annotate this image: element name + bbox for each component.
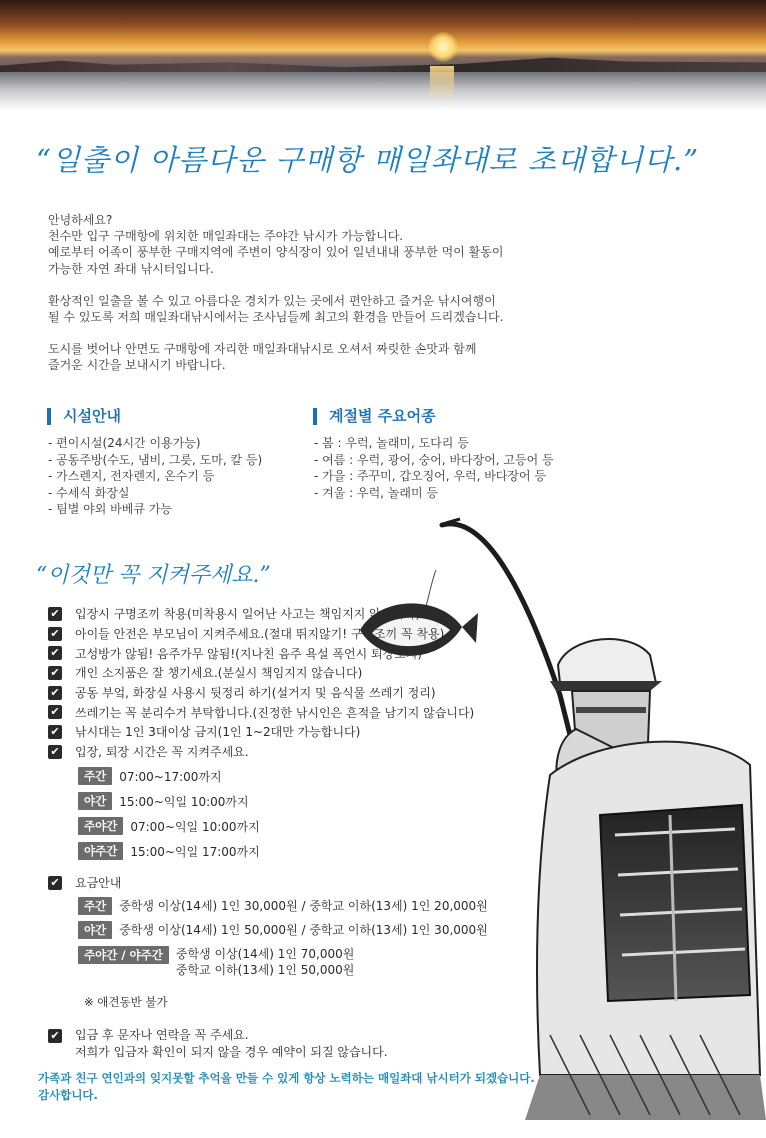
seasonal-item: - 겨울 : 우럭, 놀래미 등 bbox=[314, 485, 438, 500]
rule-item: ✔ 쓰레기는 꼭 분리수거 부탁합니다.(진정한 낚시인은 흔적을 남기지 않습니다) bbox=[48, 702, 568, 722]
schedule-row: 주야간 07:00~익일 10:00까지 bbox=[78, 817, 260, 835]
fee-title-row bbox=[48, 873, 121, 893]
fee-row: 주야간 / 야주간 중학생 이상(14세) 1인 70,000원 중학교 이하(13세) 1인 50,000원 bbox=[78, 946, 354, 978]
fee-tag: 주간 bbox=[78, 897, 112, 915]
intro-paragraph-1: 안녕하세요? 천수만 입구 구매항에 위치한 매일좌대는 주야간 낚시가 가능합니다. 예로부터 어족이 풍부한 구매지역에 주변이 양식장이 있어 일년내내 풍부한 먹이 활동이 가능한 자연 좌대 낚시터입니다. bbox=[48, 213, 504, 276]
main-headline: “일출이 아름다운 구매항 매일좌대로 초대합니다.” bbox=[36, 143, 700, 177]
checkbox-icon: ✔ bbox=[48, 646, 62, 660]
seasonal-item: - 봄 : 우럭, 놀래미, 도다리 등 bbox=[314, 436, 469, 450]
fee-row: 야간 중학생 이상(14세) 1인 50,000원 / 중학교 이하(13세) 1인 30,000원 bbox=[78, 921, 488, 939]
hero-islands bbox=[0, 56, 766, 72]
seasonal-item: - 여름 : 우럭, 광어, 숭어, 바다장어, 고등어 등 bbox=[314, 452, 554, 467]
facilities-title: 시설안내 bbox=[47, 408, 121, 425]
pet-note: ※ 애견동반 불가 bbox=[84, 995, 168, 1009]
rule-item: ✔ 고성방가 않됨! 음주가무 않됨!(지나친 음주 욕설 폭언시 퇴장조치) bbox=[48, 643, 568, 663]
schedule-row: 야간 15:00~익일 10:00까지 bbox=[78, 792, 249, 810]
hero-sunset-image bbox=[0, 0, 766, 110]
intro-text bbox=[48, 212, 568, 390]
rule-item: ✔ 낚시대는 1인 3대이상 금지(1인 1~2대만 가능합니다) bbox=[48, 722, 568, 742]
schedule-tag: 야주간 bbox=[78, 842, 123, 860]
intro-paragraph-3: 도시를 벗어나 안면도 구매항에 자리한 매일좌대낚시로 오셔서 짜릿한 손맛과 함께 즐거운 시간을 보내시기 바랍니다. bbox=[48, 342, 477, 373]
hero-sun bbox=[428, 32, 458, 62]
deposit-rule: ✔ 입금 후 문자나 연락을 꼭 주세요. 저희가 입금자 확인이 되지 않을 경우 예약이 되질 않습니다. bbox=[48, 1027, 388, 1060]
fee-row: 주간 중학생 이상(14세) 1인 30,000원 / 중학교 이하(13세) 1인 20,000원 bbox=[78, 897, 488, 915]
facilities-list bbox=[48, 435, 262, 518]
rule-item: ✔ 입장, 퇴장 시간은 꼭 지켜주세요. bbox=[48, 742, 568, 762]
facility-item: - 팀별 야외 바베큐 가능 bbox=[48, 502, 172, 516]
checkbox-icon: ✔ bbox=[48, 725, 62, 739]
rule-item: ✔ 입장시 구명조끼 착용(미착용시 일어난 사고는 책임지지 않습니다) bbox=[48, 604, 568, 624]
rule-item: ✔ 개인 소지품은 잘 챙기세요.(분실시 책임지지 않습니다) bbox=[48, 663, 568, 683]
seasonal-fish-title: 계절별 주요어종 bbox=[313, 408, 436, 425]
closing-message: 가족과 친구 연인과의 잊지못할 추억을 만들 수 있게 항상 노력하는 매일좌대 낚시터가 되겠습니다. 감사합니다. bbox=[38, 1071, 535, 1102]
schedule-row: 야주간 15:00~익일 17:00까지 bbox=[78, 842, 260, 860]
facility-item: - 수세식 화장실 bbox=[48, 485, 130, 500]
fee-tag: 주야간 / 야주간 bbox=[78, 946, 169, 964]
intro-paragraph-2: 환상적인 일출을 볼 수 있고 아름다운 경치가 있는 곳에서 편안하고 즐거운 낚시여행이 될 수 있도록 저희 매일좌대낚시에서는 조사님들께 최고의 환경을 만들어 드리겠습니다. bbox=[48, 293, 504, 325]
checkbox-icon: ✔ bbox=[48, 705, 62, 719]
schedule-tag: 주야간 bbox=[78, 817, 123, 835]
facility-item: - 편이시설(24시간 이용가능) bbox=[48, 436, 201, 450]
checkbox-icon: ✔ bbox=[48, 686, 62, 700]
rules-list bbox=[48, 604, 568, 762]
checkbox-icon: ✔ bbox=[48, 627, 62, 641]
checkbox-icon: ✔ bbox=[48, 1029, 62, 1043]
checkbox-icon: ✔ bbox=[48, 876, 62, 890]
checkbox-icon: ✔ bbox=[48, 745, 62, 759]
fee-title: 요금안내 bbox=[75, 876, 122, 891]
seasonal-item: - 가을 : 주꾸미, 갑오징어, 우럭, 바다장어 등 bbox=[314, 469, 546, 483]
facility-item: - 공동주방(수도, 냄비, 그릇, 도마, 칼 등) bbox=[48, 452, 263, 467]
facility-item: - 가스렌지, 전자렌지, 온수기 등 bbox=[48, 469, 215, 483]
rule-item: ✔ 공동 부엌, 화장실 사용시 뒷정리 하기(설거지 및 음식물 쓰레기 정리) bbox=[48, 683, 568, 703]
rule-item: ✔ 아이들 안전은 부모님이 지켜주세요.(절대 뛰지않기! 구명조끼 꼭 착용) bbox=[48, 624, 568, 644]
seasonal-fish-list bbox=[314, 435, 554, 501]
schedule-row: 주간 07:00~17:00까지 bbox=[78, 767, 222, 785]
rules-headline: “이것만 꼭 지켜주세요.” bbox=[36, 563, 271, 588]
fee-tag: 야간 bbox=[78, 921, 112, 939]
schedule-tag: 주간 bbox=[78, 767, 112, 785]
checkbox-icon: ✔ bbox=[48, 607, 62, 621]
hero-sun-reflection bbox=[430, 66, 454, 102]
schedule-tag: 야간 bbox=[78, 792, 112, 810]
checkbox-icon: ✔ bbox=[48, 666, 62, 680]
